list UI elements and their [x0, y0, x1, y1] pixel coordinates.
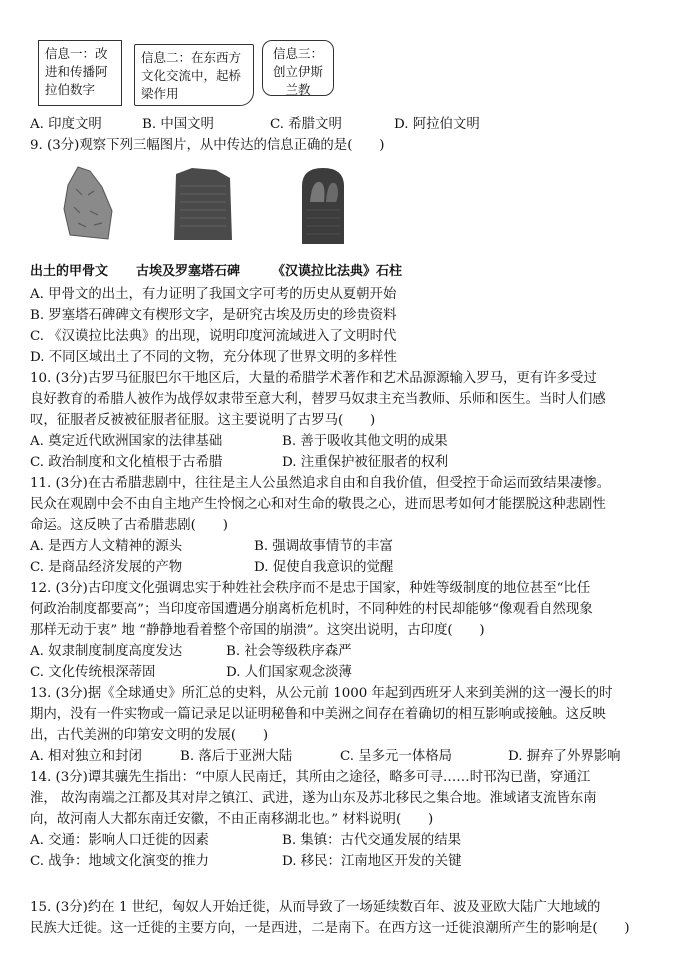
q13-stem-line-1: 13. (3分)据《全球通史》所汇总的史料，从公元前 1000 年起到西班牙人来到美洲的这一漫长的时	[30, 686, 613, 701]
q13-option-b: B. 落后于亚洲大陆	[180, 749, 293, 764]
q15-stem-line-1: 15. (3分)约在 1 世纪，匈奴人开始迁徙，从而导致了一场延续数百年、波及亚欧大陆广大地域的	[30, 900, 601, 915]
q11-option-d: D. 促使自我意识的觉醒	[254, 560, 394, 575]
info-box-2-text: 信息二：在东西方文化交流中，起桥梁作用	[141, 50, 242, 101]
rosetta-stone-image	[172, 166, 234, 242]
q9-stem: 9. (3分)观察下列三幅图片，从中传达的信息正确的是( )	[30, 138, 385, 153]
q12-stem-line-3: 那样无动于衷” 地 “静静地看着整个帝国的崩溃”。这突出说明，古印度( )	[30, 623, 485, 638]
q12-option-c: C. 文化传统根深蒂固	[30, 665, 156, 680]
q11-option-a: A. 是西方人文精神的源头	[30, 539, 183, 554]
q9-option-a: A. 甲骨文的出土，有力证明了我国文字可考的历史从夏朝开始	[30, 287, 397, 302]
q8-option-a: A. 印度文明	[30, 117, 102, 132]
info-box-3-text: 信息三：创立伊斯兰教	[272, 46, 323, 97]
q12-option-b: B. 社会等级秩序森严	[226, 644, 352, 659]
info-box-1	[38, 40, 122, 106]
info-box-2	[134, 44, 254, 106]
caption-hammurabi: 《汉谟拉比法典》石柱	[272, 264, 403, 279]
q13-option-c: C. 呈多元一体格局	[340, 749, 453, 764]
q12-option-d: D. 人们国家观念淡薄	[226, 665, 352, 680]
q14-option-b: B. 集镇：古代交通发展的结果	[282, 833, 462, 848]
q14-option-c: C. 战争：地域文化演变的推力	[30, 854, 209, 869]
q14-stem-line-1: 14. (3分)谭其骧先生指出：“中原人民南迁，其所由之途径，略多可寻……时邗沟已凿，穿通江	[30, 770, 591, 785]
q11-option-c: C. 是商品经济发展的产物	[30, 560, 183, 575]
q13-stem-line-2: 期内，没有一件实物或一篇记录足以证明秘鲁和中美洲之间存在着确切的相互影响或接触。这反映	[30, 707, 606, 722]
q15-stem-line-2: 民族大迁徙。这一迁徙的主要方向，一是西进，二是南下。在西方这一迁徙浪潮所产生的影响是( )	[30, 921, 630, 936]
q10-option-a: A. 奠定近代欧洲国家的法律基础	[30, 434, 223, 449]
q11-stem-line-1: 11. (3分)在古希腊悲剧中，往往是主人公虽然追求自由和自我价值，但受控于命运而致结果凄惨。	[30, 476, 611, 491]
info-box-3	[262, 40, 334, 96]
q10-option-c: C. 政治制度和文化植根于古希腊	[30, 455, 223, 470]
q9-option-d: D. 不同区域出土了不同的文物，充分体现了世界文明的多样性	[30, 350, 397, 365]
q10-stem-line-2: 良好教育的希腊人被作为战俘奴隶带至意大利，替罗马奴隶主充当教师、乐师和医生。当时人们感	[30, 392, 606, 407]
q14-option-d: D. 移民：江南地区开发的关键	[282, 854, 462, 869]
q10-option-d: D. 注重保护被征服者的权利	[282, 455, 449, 470]
q10-stem-line-3: 叹，征服者反被被征服者征服。这主要说明了古罗马( )	[30, 413, 376, 428]
q9-option-b: B. 罗塞塔石碑碑文有楔形文字，是研究古埃及历史的珍贵资料	[30, 308, 397, 323]
q11-stem-line-2: 民众在观剧中会不由自主地产生怜悯之心和对生命的敬畏之心，进而思考如何才能摆脱这种悲剧性	[30, 497, 606, 512]
q12-option-a: A. 奴隶制度制度高度发达	[30, 644, 183, 659]
q12-stem-line-2: 何政治制度都要高”；当印度帝国遭遇分崩离析危机时，不同种姓的村民却能够“像观看自然现象	[30, 602, 593, 617]
q11-option-b: B. 强调故事情节的丰富	[254, 539, 393, 554]
q8-option-c: C. 希腊文明	[270, 117, 342, 132]
q8-option-b: B. 中国文明	[142, 117, 214, 132]
q13-option-d: D. 摒弃了外界影响	[508, 749, 621, 764]
q13-option-a: A. 相对独立和封闭	[30, 749, 142, 764]
q14-stem-line-3: 向，故河南人大都东南迁安徽，不由正南移湖北也。” 材料说明( )	[30, 812, 434, 827]
caption-oracle-bone: 出土的甲骨文	[30, 264, 109, 279]
q12-stem-line-1: 12. (3分)古印度文化强调忠实于种姓社会秩序而不是忠于国家，种姓等级制度的地位甚至“比任	[30, 581, 591, 596]
caption-rosetta-stone: 古埃及罗塞塔石碑	[136, 264, 241, 279]
hammurabi-stele-image	[298, 166, 348, 244]
q11-stem-line-3: 命运。这反映了古希腊悲剧( )	[30, 518, 228, 533]
q10-stem-line-1: 10. (3分)古罗马征服巴尔干地区后，大量的希腊学术著作和艺术品源源输入罗马，更有许多受过	[30, 371, 597, 386]
q8-option-d: D. 阿拉伯文明	[394, 117, 480, 132]
q9-option-c: C. 《汉谟拉比法典》的出现，说明印度河流域进入了文明时代	[30, 329, 397, 344]
q10-option-b: B. 善于吸收其他文明的成果	[282, 434, 448, 449]
q14-option-a: A. 交通：影响人口迁徙的因素	[30, 833, 209, 848]
q14-stem-line-2: 淮， 故沟南端之江都及其对岸之镇江、武进，遂为山东及苏北移民之集合地。淮域诸支流皆东南	[30, 791, 597, 806]
info-box-1-text: 信息一：改进和传播阿拉伯数字	[45, 46, 108, 97]
oracle-bone-image	[60, 165, 116, 243]
q13-stem-line-3: 出，古代美洲的印第安文明的发展( )	[30, 728, 269, 743]
